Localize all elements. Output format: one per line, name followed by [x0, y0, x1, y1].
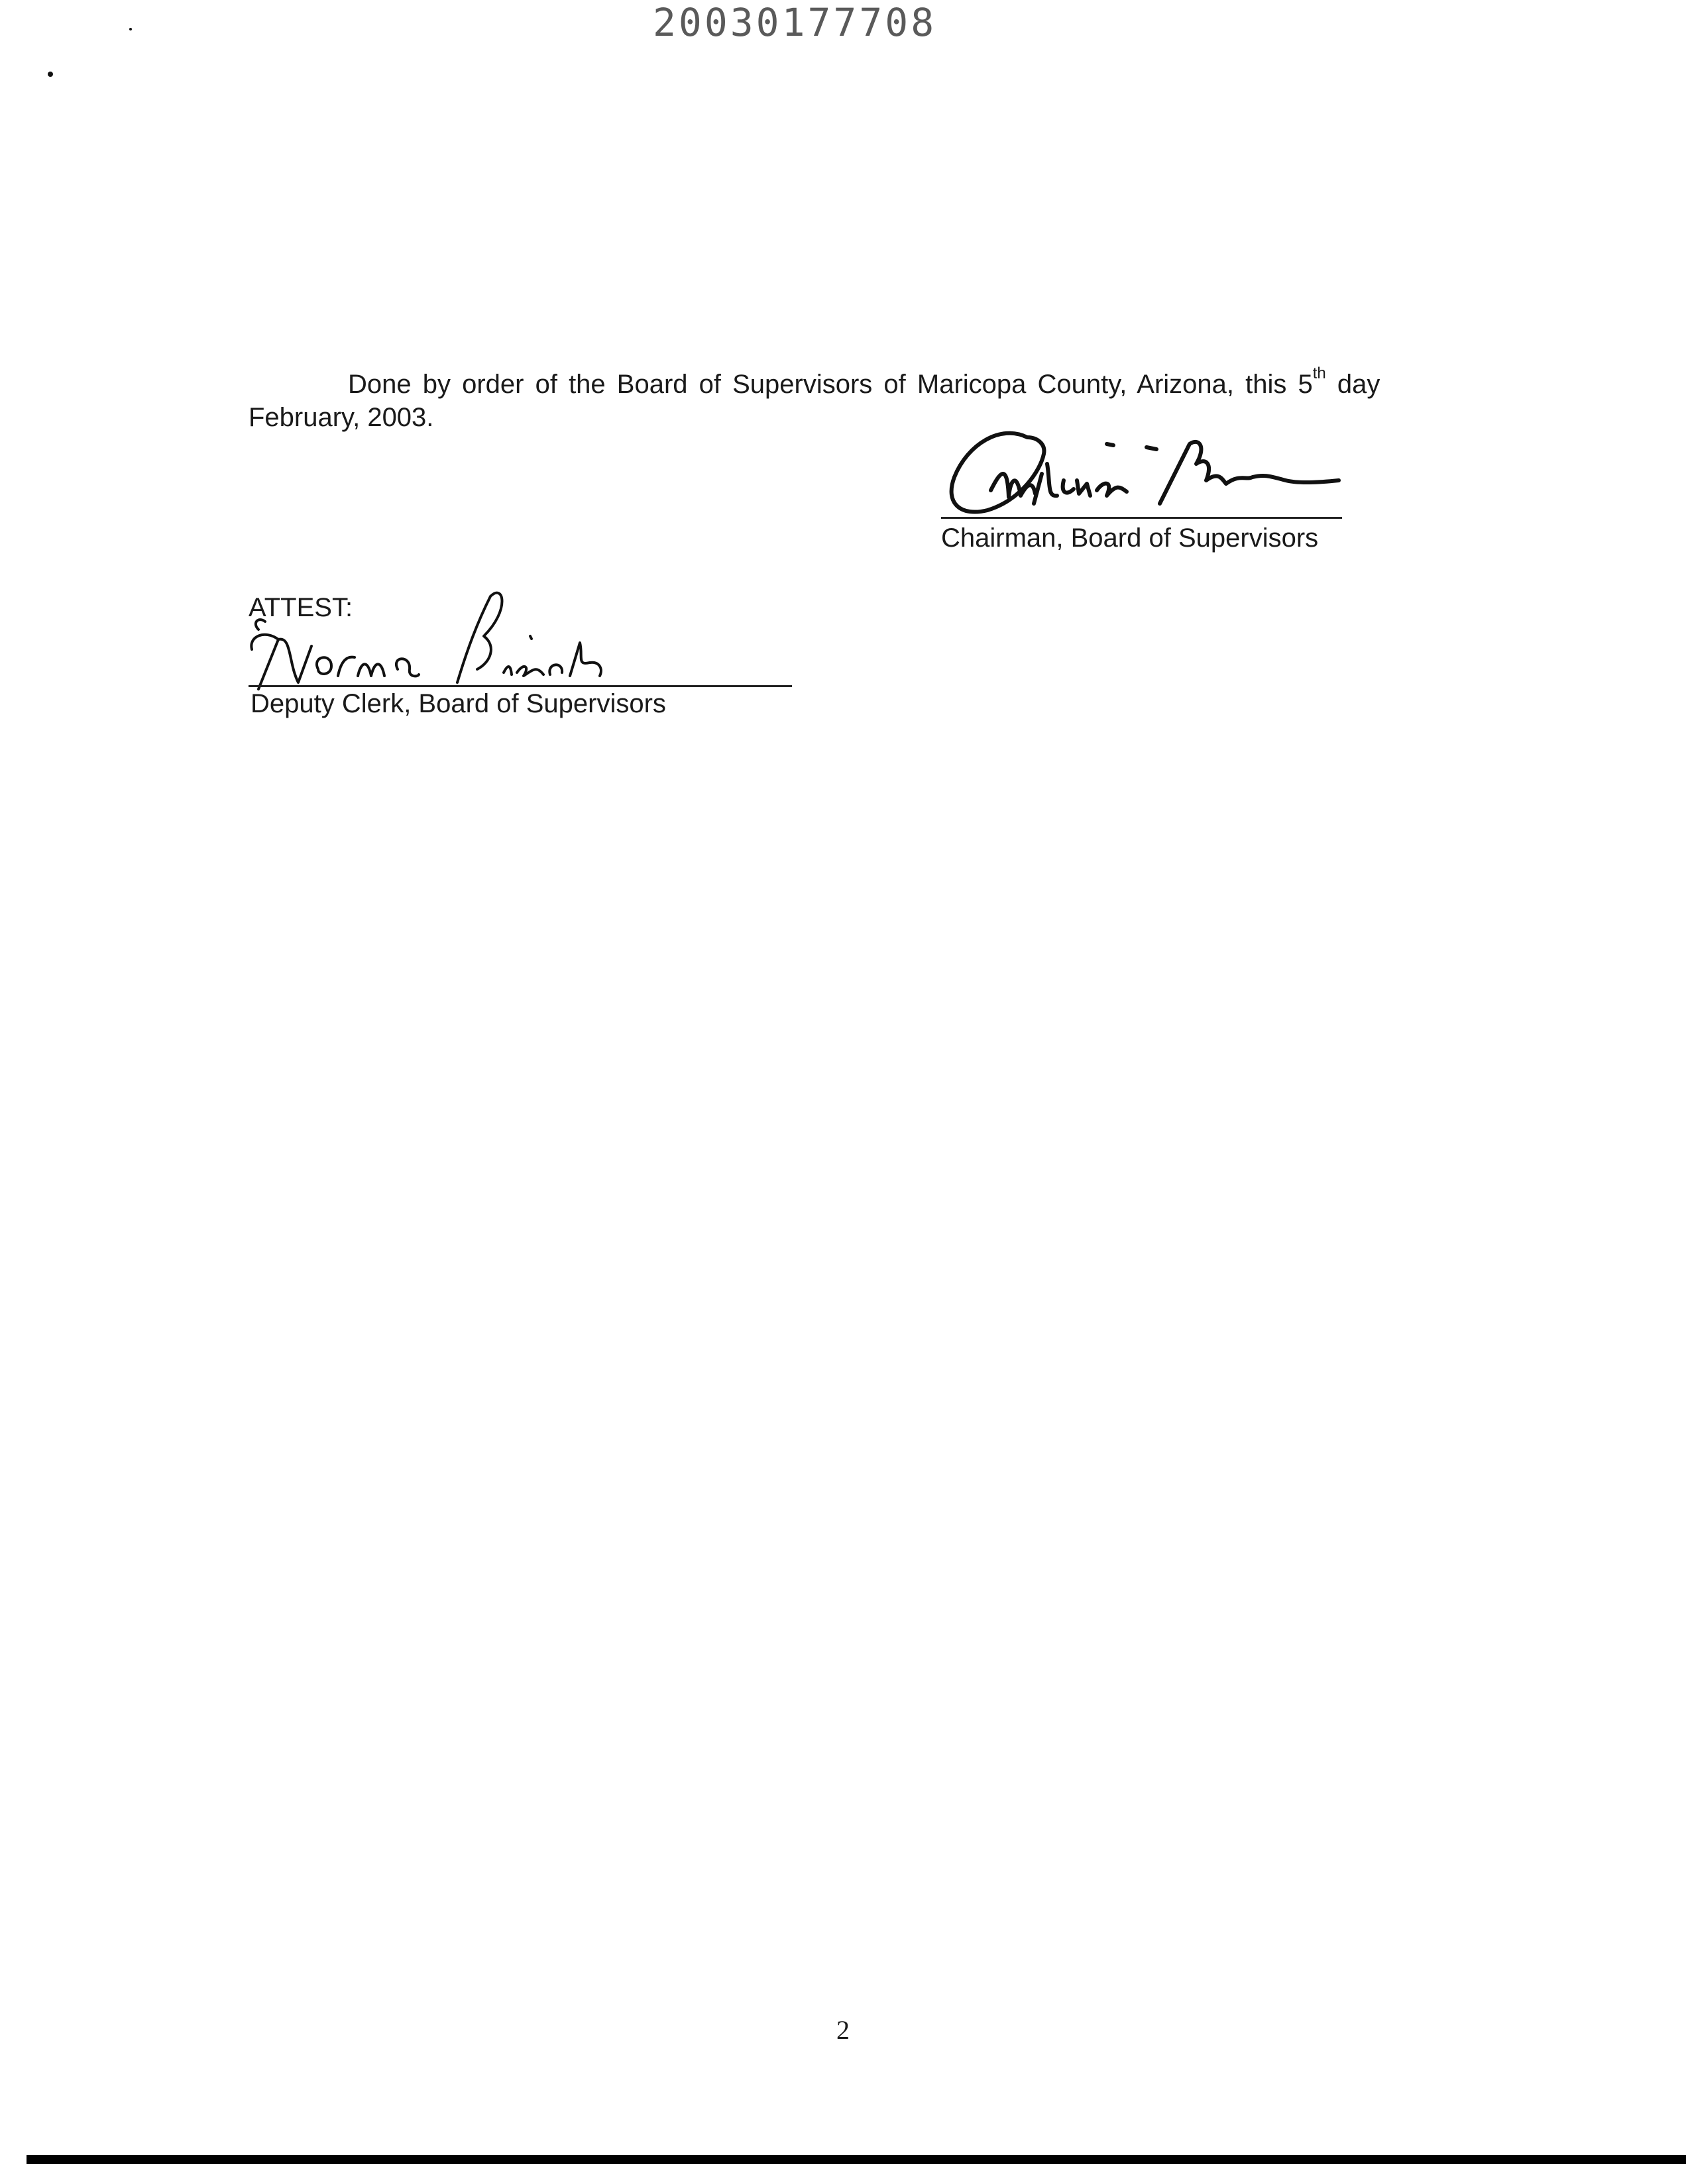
- scan-speck: [129, 28, 132, 30]
- chairman-title: Chairman, Board of Supervisors: [941, 523, 1319, 553]
- deputy-clerk-signature-line: [249, 685, 792, 687]
- scan-bottom-border: [27, 2155, 1686, 2164]
- order-statement-day: day: [1325, 370, 1380, 399]
- order-statement-text: Done by order of the Board of Supervisors of Maricopa County, Arizona, this 5: [348, 370, 1313, 399]
- chairman-signature: [928, 417, 1392, 523]
- order-statement-line: [348, 364, 1441, 400]
- day-ordinal-superscript: th: [1312, 364, 1326, 382]
- deputy-clerk-title: Deputy Clerk, Board of Supervisors: [251, 689, 666, 718]
- attest-label: ATTEST:: [249, 593, 353, 622]
- order-date: February, 2003.: [249, 403, 434, 432]
- recording-number: 20030177708: [653, 0, 937, 45]
- deputy-clerk-signature: [239, 583, 610, 696]
- page-number: 2: [836, 2015, 850, 2045]
- chairman-signature-line: [941, 517, 1342, 519]
- scan-speck: [48, 72, 53, 77]
